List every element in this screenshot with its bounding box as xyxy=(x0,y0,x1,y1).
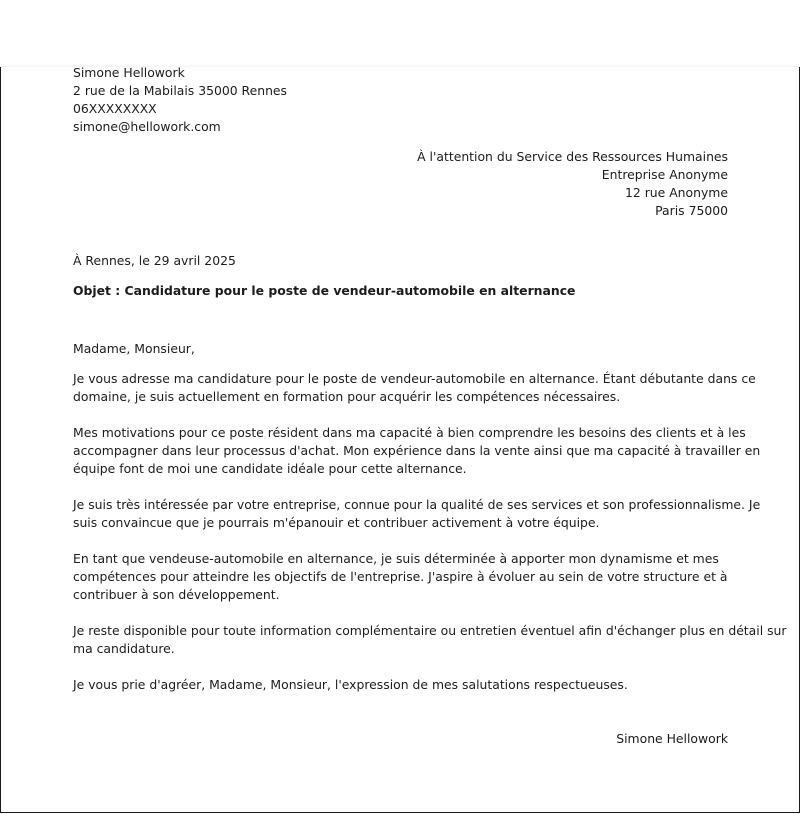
paragraph-line: Mes motivations pour ce poste résident dans ma capacité à bien comprendre les besoins des clients et à les xyxy=(73,425,746,440)
recipient-company: Entreprise Anonyme xyxy=(601,167,728,182)
sender-address: 2 rue de la Mabilais 35000 Rennes xyxy=(73,83,288,98)
paragraph-line: domaine, je suis actuellement en formation pour acquérir les compétences nécessaires. xyxy=(73,389,621,404)
recipient-block xyxy=(73,148,728,220)
paragraph-line: accompagner dans leur processus d'achat. Mon expérience dans la vente ainsi que ma capacité à travailler en xyxy=(73,443,761,458)
paragraph-line: suis convaincue que je pourrais m'épanouir et contribuer activement à votre équipe. xyxy=(73,515,600,530)
paragraph-line: En tant que vendeuse-automobile en alternance, je suis déterminée à apporter mon dynamisme et mes xyxy=(73,551,719,566)
closing-paragraph xyxy=(73,676,728,694)
paragraph xyxy=(73,424,761,478)
recipient-city: Paris 75000 xyxy=(655,203,728,218)
sender-email: simone@hellowork.com xyxy=(73,119,221,134)
paragraph xyxy=(73,622,787,658)
paragraph-line: ma candidature. xyxy=(73,641,175,656)
top-margin xyxy=(0,0,800,67)
paragraph-line: Je vous adresse ma candidature pour le poste de vendeur-automobile en alternance. Étant débutante dans ce xyxy=(73,371,756,386)
sender-block xyxy=(73,64,728,136)
recipient-attention: À l'attention du Service des Ressources Humaines xyxy=(417,149,728,164)
paragraph xyxy=(73,496,761,532)
recipient-street: 12 rue Anonyme xyxy=(624,185,728,200)
signature: Simone Hellowork xyxy=(616,731,728,746)
paragraph-line: Je vous prie d'agréer, Madame, Monsieur, l'expression de mes salutations respectueuses. xyxy=(73,677,628,692)
greeting: Madame, Monsieur, xyxy=(73,341,195,356)
date-line: À Rennes, le 29 avril 2025 xyxy=(73,253,236,268)
paragraph xyxy=(73,550,728,604)
paragraph-line: Je suis très intéressée par votre entreprise, connue pour la qualité de ses services et son professionnalisme. Je xyxy=(73,497,761,512)
paragraph-line: Je reste disponible pour toute information complémentaire ou entretien éventuel afin d'échanger plus en détail sur xyxy=(73,623,787,638)
paragraph xyxy=(73,370,756,406)
paragraph-line: compétences pour atteindre les objectifs de l'entreprise. J'aspire à évoluer au sein de votre structure et à xyxy=(73,569,728,584)
paragraph-line: équipe font de moi une candidate idéale pour cette alternance. xyxy=(73,461,467,476)
sender-name: Simone Hellowork xyxy=(73,65,185,80)
sender-phone: 06XXXXXXXX xyxy=(73,101,157,116)
subject-line: Objet : Candidature pour le poste de vendeur-automobile en alternance xyxy=(73,283,576,298)
letter-page xyxy=(0,67,800,813)
paragraph-line: contribuer à son développement. xyxy=(73,587,280,602)
